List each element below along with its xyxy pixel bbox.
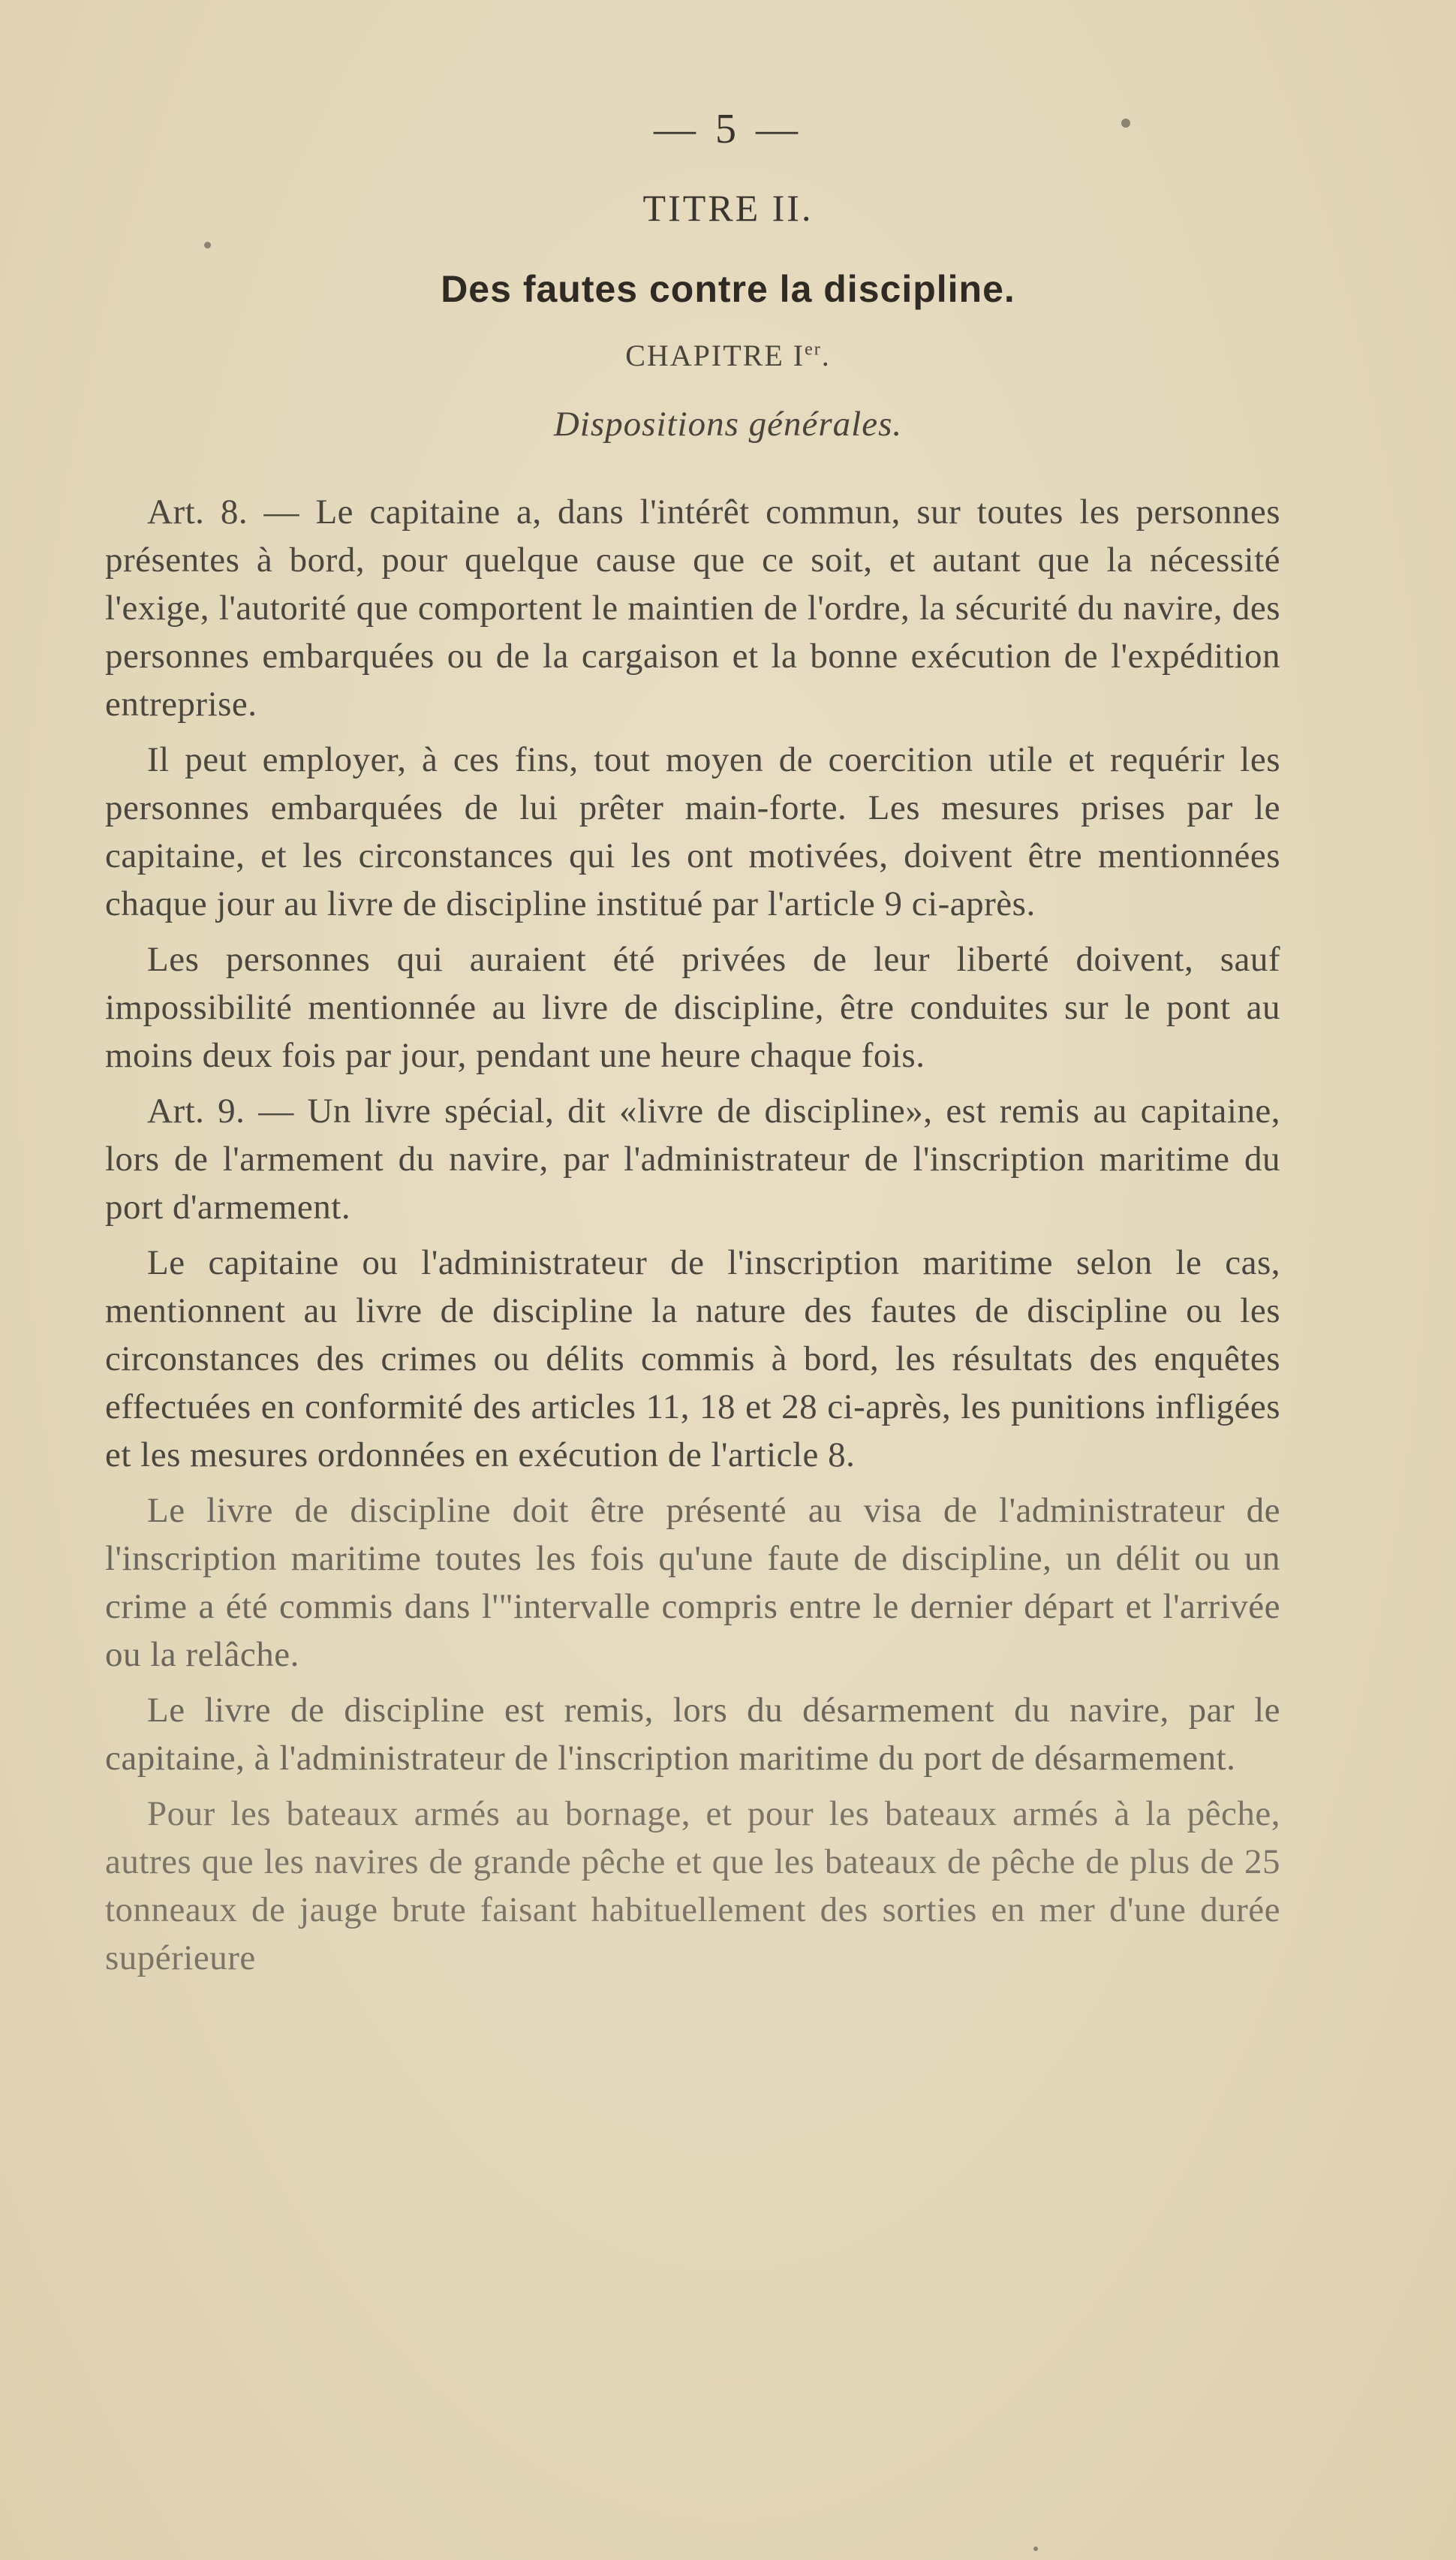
paragraph-coercition: Il peut employer, à ces fins, tout moyen de coercition utile et requérir les personnes embarquées de lui prêter main-forte. Les mesures prises par le capitaine, et les circonstances qui les ont motivées, doivent être mentionnées chaque jour au livre de discipline institué par l'article 9 ci-après. [105, 740, 1280, 923]
paper-speck [204, 242, 211, 248]
subheading: Dispositions générales. [553, 405, 903, 444]
paragraph-privation-liberte: Les personnes qui auraient été privées de leur liberté doivent, sauf impossibilité mentionnée au livre de discipline, être conduites sur le pont au moins deux fois par jour, pendant une heure chaque fois. [105, 940, 1280, 1075]
paragraph-bateaux: Pour les bateaux armés au bornage, et pour les bateaux armés à la pêche, autres que les navires de grande pêche et que les bateaux de pêche de plus de 25 tonneaux de jauge brute faisant habituellement des sorties en mer d'une durée supérieure [105, 1794, 1280, 1977]
page-number: — 5 — [654, 106, 802, 152]
paragraph-visa: Le livre de discipline doit être présenté au visa de l'administrateur de l'inscription maritime toutes les fois qu'une faute de discipline, un délit ou un crime a été commis dans l'"intervalle compris entre le dernier départ et l'arrivée ou la relâche. [105, 1491, 1280, 1674]
chapter-ordinal-suffix: er [805, 339, 822, 360]
chapter-end: . [821, 339, 831, 372]
paragraph-mentions: Le capitaine ou l'administrateur de l'inscription maritime selon le cas, mentionnent au livre de discipline la nature des fautes de discipline ou les circonstances des crimes ou délits commis à bord, les résultats des enquêtes effectuées en conformité des articles 11, 18 et 28 ci-après, les punitions infligées et les mesures ordonnées en exécution de l'article 8. [105, 1243, 1280, 1474]
chapter-heading [0, 338, 1456, 373]
chapter-label: CHAPITRE I [625, 339, 805, 372]
paragraph-desarmement: Le livre de discipline est remis, lors du désarmement du navire, par le capitaine, à l'administrateur de l'inscription maritime du port de désarmement. [105, 1691, 1280, 1778]
paper-speck [1033, 2546, 1038, 2551]
paragraph-art-9: Art. 9. — Un livre spécial, dit «livre de discipline», est remis au capitaine, lors de l'armement du navire, par l'administrateur de l'inscription maritime du port d'armement. [105, 1092, 1280, 1227]
paper-speck [1121, 119, 1130, 128]
paragraph-art-8: Art. 8. — Le capitaine a, dans l'intérêt commun, sur toutes les personnes présentes à bord, pour quelque cause que ce soit, et autant que la nécessité l'exige, l'autorité que comportent le maintien de l'ordre, la sécurité du navire, des personnes embarquées ou de la cargaison et la bonne exécution de l'expédition entreprise. [105, 492, 1280, 724]
body-text [105, 488, 1280, 1989]
section-heading: Des fautes contre la discipline. [441, 268, 1015, 310]
title-heading: TITRE II. [642, 187, 814, 229]
